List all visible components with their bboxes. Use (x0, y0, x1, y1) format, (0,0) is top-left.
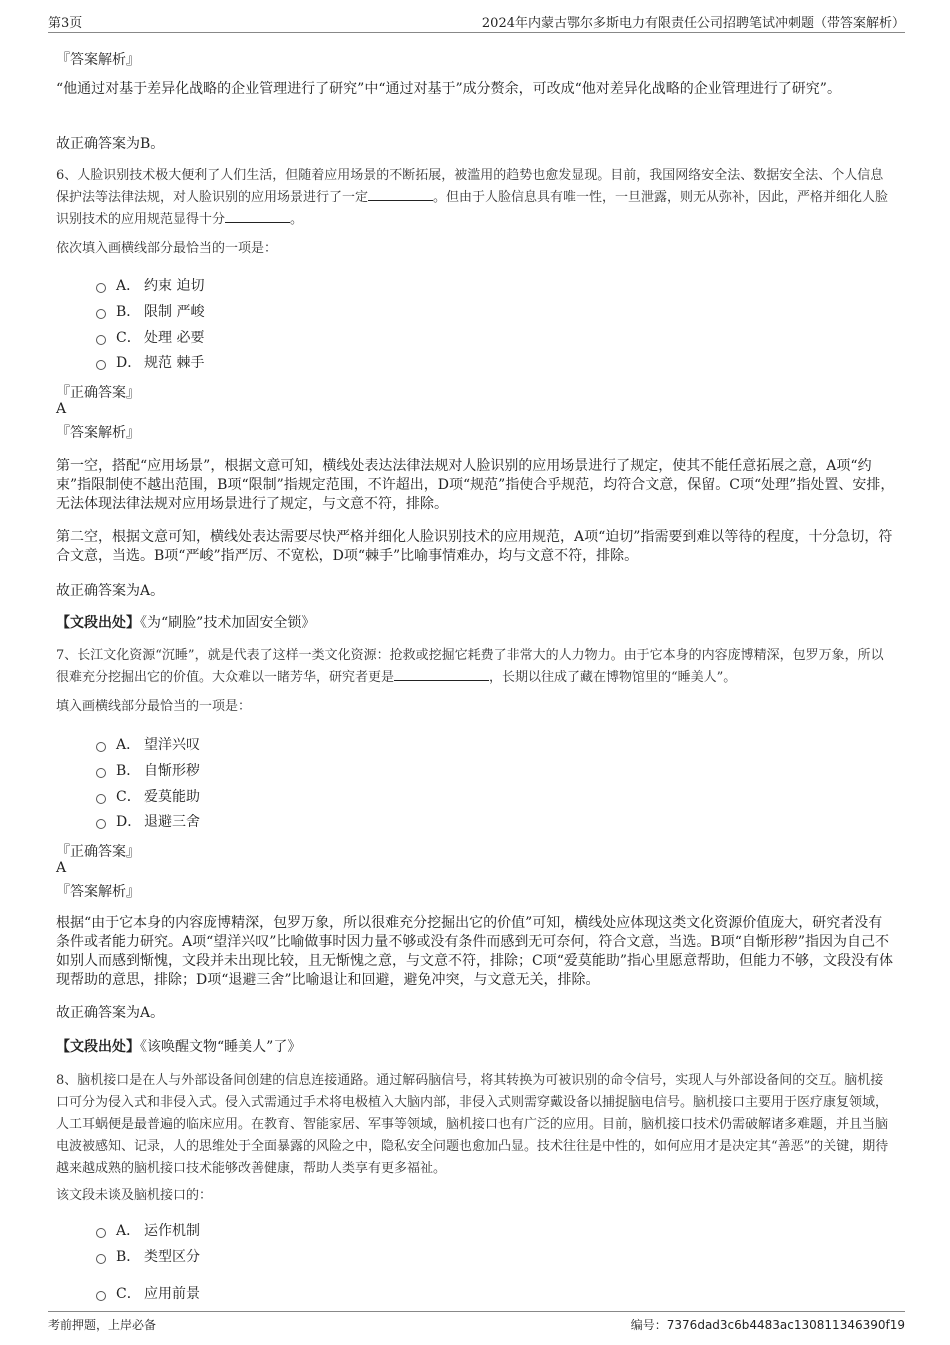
conclusion: 故正确答案为B。 (56, 136, 165, 152)
option-b[interactable]: B． 自惭形秽 (96, 761, 200, 781)
page-number: 第3页 (48, 16, 83, 31)
page-footer (48, 1311, 905, 1334)
question-8-stem: 8、脑机接口是在人与外部设备间创建的信息连接通路。通过解码脑信号，将其转换为可被识别的命令信号，实现人与外部设备间的交互。脑机接口可分为侵入式和非侵入式。侵入式需通过手术将电极植入大脑内部，非侵入式则需穿戴设备以捕捉脑电信号。脑机接口主要用于医疗康复领域，人工耳蜗便是最普遍的临床应用。在教育、智能家居、军事等领域，脑机接口也有广泛的应用。目前，脑机接口技术仍需破解诸多难题，并且当脑电波被感知、记录，人的思维处于全面暴露的风险之中，隐私安全问题也愈加凸显。技术往往是中性的，如何应用才是决定其“善恶”的关键，期待越来越成熟的脑机接口技术能够改善健康，帮助人类享有更多福祉。 (56, 1073, 889, 1176)
footer-slogan: 考前押题，上岸必备 (48, 1318, 157, 1332)
analysis-label: 『答案解析』 (56, 425, 140, 441)
source: 【文段出处】《为“刷脸”技术加固安全锁》 (56, 615, 316, 631)
question-8-prompt: 该文段未谈及脑机接口的： (56, 1188, 213, 1203)
correct-answer-label: 『正确答案』 (56, 844, 140, 860)
page-header (48, 10, 905, 33)
radio-icon[interactable] (96, 360, 106, 370)
conclusion: 故正确答案为A。 (56, 1005, 165, 1021)
correct-answer-label: 『正确答案』 (56, 385, 140, 401)
blank-line (225, 210, 290, 223)
correct-answer: A (56, 860, 67, 876)
analysis-label: 『答案解析』 (56, 884, 140, 900)
question-7-prompt: 填入画横线部分最恰当的一项是： (56, 699, 252, 714)
radio-icon[interactable] (96, 1228, 106, 1238)
radio-icon[interactable] (96, 283, 106, 293)
blank-line (368, 188, 433, 201)
option-d[interactable]: D． 规范 棘手 (96, 353, 204, 373)
question-7-stem: 7、长江文化资源“沉睡”，就是代表了这样一类文化资源：抢救或挖掘它耗费了非常大的人力物力。由于它本身的内容庞博精深，包罗万象，所以很难充分挖掘出它的价值。大众难以一睹芳华，研究者更是 ，长期以往成了藏在博物馆里的“睡美人”。 (56, 648, 884, 685)
question-6-prompt: 依次填入画横线部分最恰当的一项是： (56, 241, 278, 256)
blank-line (394, 668, 489, 681)
document-title: 2024年内蒙古鄂尔多斯电力有限责任公司招聘笔试冲刺题（带答案解析） (481, 16, 905, 31)
correct-answer: A (56, 401, 67, 417)
option-b[interactable]: B． 类型区分 (96, 1247, 200, 1267)
radio-icon[interactable] (96, 1254, 106, 1264)
analysis-paragraph: 第二空，根据文意可知，横线处表达需要尽快严格并细化人脸识别技术的应用规范，A项“迫切”指需要到难以等待的程度，十分急切，符合文意，当选。B项“严峻”指严厉、不宽松，D项“棘手”比喻事情难办，均与文意不符，排除。 (56, 529, 893, 564)
option-a[interactable]: A． 望洋兴叹 (96, 735, 200, 755)
option-a[interactable]: A． 运作机制 (96, 1221, 200, 1241)
option-b[interactable]: B． 限制 严峻 (96, 302, 204, 322)
radio-icon[interactable] (96, 819, 106, 829)
analysis-paragraph: 根据“由于它本身的内容庞博精深，包罗万象，所以很难充分挖掘出它的价值”可知，横线处应体现这类文化资源价值庞大，研究者没有条件或者能力研究。A项“望洋兴叹”比喻做事时因力量不够或没有条件而感到无可奈何，符合文意，当选。B项“自惭形秽”指因为自己不如别人而感到惭愧，文段并未出现比较，且无惭愧之意，与文意不符，排除；C项“爱莫能助”指心里愿意帮助，但能力不够，文段没有体现帮助的意思，排除；D项“退避三舍”比喻退让和回避，避免冲突，与文意无关，排除。 (56, 915, 894, 988)
option-c[interactable]: C． 处理 必要 (96, 328, 204, 348)
analysis-text: “他通过对基于差异化战略的企业管理进行了研究”中“通过对基于”成分赘余，可改成“他对差异化战略的企业管理进行了研究”。 (56, 81, 841, 97)
radio-icon[interactable] (96, 794, 106, 804)
option-d[interactable]: D． 退避三舍 (96, 812, 200, 832)
conclusion: 故正确答案为A。 (56, 583, 165, 599)
radio-icon[interactable] (96, 335, 106, 345)
analysis-label: 『答案解析』 (56, 52, 140, 68)
radio-icon[interactable] (96, 742, 106, 752)
radio-icon[interactable] (96, 1291, 106, 1301)
option-a[interactable]: A． 约束 迫切 (96, 276, 204, 296)
radio-icon[interactable] (96, 768, 106, 778)
radio-icon[interactable] (96, 309, 106, 319)
document-id: 编号：7376dad3c6b4483ac130811346390f19 (630, 1318, 905, 1332)
analysis-paragraph: 第一空，搭配“应用场景”，根据文意可知，横线处表达法律法规对人脸识别的应用场景进行了规定，使其不能任意拓展之意，A项“约束”指限制使不越出范围，B项“限制”指规定范围，不许超出，D项“规范”指使合乎规范，均符合文意，保留。C项“处理”指处置、安排，无法体现法律法规对应用场景进行了规定，与文意不符，排除。 (56, 458, 895, 512)
option-c[interactable]: C． 应用前景 (96, 1284, 200, 1304)
question-6-stem: 6、人脸识别技术极大便利了人们生活，但随着应用场景的不断拓展，被滥用的趋势也愈发显现。目前，我国网络安全法、数据安全法、个人信息保护法等法律法规，对人脸识别的应用场景进行了一定 。但由于人脸信息具有唯一性，一旦泄露，则无从弥补，因此，严格并细化人脸识别技术的应用规范显得十分 。 (56, 168, 889, 227)
source: 【文段出处】《该唤醒文物“睡美人”了》 (56, 1039, 302, 1055)
option-c[interactable]: C． 爱莫能助 (96, 787, 200, 807)
